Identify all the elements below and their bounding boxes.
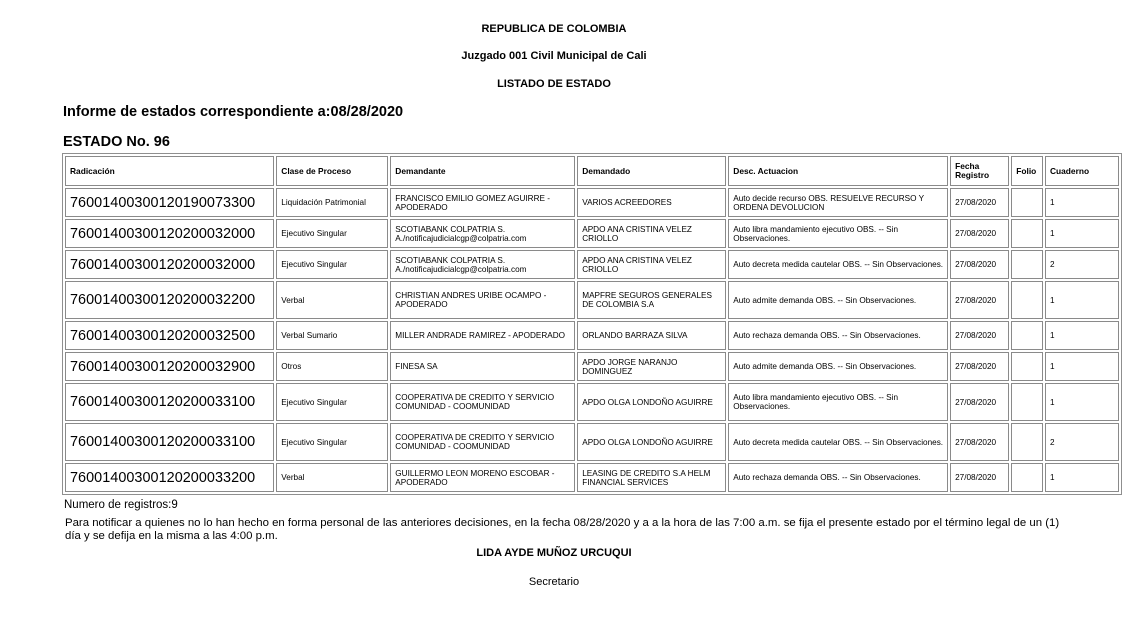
report-date-title: Informe de estados correspondiente a:08/28/2020 — [63, 104, 404, 120]
cell-fecha: 27/08/2020 — [950, 463, 1009, 492]
table-row — [65, 250, 1119, 279]
cell-demandante: COOPERATIVA DE CREDITO Y SERVICIO COMUNIDAD - COOMUNIDAD — [390, 383, 575, 421]
cell-clase: Verbal — [276, 281, 388, 319]
cell-demandante: FINESA SA — [390, 352, 575, 381]
cell-actuacion: Auto rechaza demanda OBS. -- Sin Observaciones. — [728, 463, 948, 492]
cell-radicacion: 76001400300120200032000 — [65, 250, 274, 279]
cell-demandante: COOPERATIVA DE CREDITO Y SERVICIO COMUNIDAD - COOMUNIDAD — [390, 423, 575, 461]
cell-demandado: APDO OLGA LONDOÑO AGUIRRE — [577, 423, 726, 461]
cell-folio — [1011, 423, 1043, 461]
estado-number-title: ESTADO No. 96 — [63, 134, 170, 150]
col-header-cuaderno: Cuaderno — [1045, 156, 1119, 186]
cell-folio — [1011, 188, 1043, 217]
table-row — [65, 352, 1119, 381]
cell-folio — [1011, 352, 1043, 381]
cell-clase: Otros — [276, 352, 388, 381]
cell-fecha: 27/08/2020 — [950, 250, 1009, 279]
col-header-folio: Folio — [1011, 156, 1043, 186]
cell-cuaderno: 1 — [1045, 383, 1119, 421]
cell-cuaderno: 1 — [1045, 352, 1119, 381]
cell-folio — [1011, 321, 1043, 350]
listing-heading: LISTADO DE ESTADO — [497, 78, 611, 90]
cell-demandante: SCOTIABANK COLPATRIA S. A./notificajudicialcgp@colpatria.com — [390, 250, 575, 279]
cell-fecha: 27/08/2020 — [950, 188, 1009, 217]
cell-actuacion: Auto admite demanda OBS. -- Sin Observaciones. — [728, 281, 948, 319]
col-header-actuacion: Desc. Actuacion — [728, 156, 948, 186]
cell-folio — [1011, 281, 1043, 319]
cell-actuacion: Auto decide recurso OBS. RESUELVE RECURSO Y ORDENA DEVOLUCION — [728, 188, 948, 217]
cell-demandado: APDO ANA CRISTINA VELEZ CRIOLLO — [577, 250, 726, 279]
cell-fecha: 27/08/2020 — [950, 321, 1009, 350]
col-header-demandante: Demandante — [390, 156, 575, 186]
cell-cuaderno: 1 — [1045, 219, 1119, 248]
cell-demandante: SCOTIABANK COLPATRIA S. A./notificajudicialcgp@colpatria.com — [390, 219, 575, 248]
col-header-radicacion: Radicación — [65, 156, 274, 186]
cell-clase: Verbal Sumario — [276, 321, 388, 350]
cell-cuaderno: 1 — [1045, 463, 1119, 492]
country-heading: REPUBLICA DE COLOMBIA — [481, 23, 627, 35]
cell-demandado: LEASING DE CREDITO S.A HELM FINANCIAL SERVICES — [577, 463, 726, 492]
cell-demandado: APDO JORGE NARANJO DOMINGUEZ — [577, 352, 726, 381]
notification-text: Para notificar a quienes no lo han hecho en forma personal de las anteriores decisiones, en la fecha 08/28/2020 y a a la hora de las 7:00 a.m. se fija el presente estado por el término legal de un (1) día y se defija en la misma a las 4:00 p.m. — [65, 517, 1060, 542]
cell-cuaderno: 2 — [1045, 423, 1119, 461]
cell-cuaderno: 1 — [1045, 188, 1119, 217]
table-row — [65, 281, 1119, 319]
cell-actuacion: Auto libra mandamiento ejecutivo OBS. -- Sin Observaciones. — [728, 383, 948, 421]
cell-demandante: GUILLERMO LEON MORENO ESCOBAR - APODERADO — [390, 463, 575, 492]
cell-radicacion: 76001400300120200032200 — [65, 281, 274, 319]
cell-actuacion: Auto rechaza demanda OBS. -- Sin Observaciones. — [728, 321, 948, 350]
col-header-demandado: Demandado — [577, 156, 726, 186]
cell-fecha: 27/08/2020 — [950, 281, 1009, 319]
cell-demandado: MAPFRE SEGUROS GENERALES DE COLOMBIA S.A — [577, 281, 726, 319]
cell-fecha: 27/08/2020 — [950, 352, 1009, 381]
cell-radicacion: 76001400300120200033100 — [65, 423, 274, 461]
cell-folio — [1011, 250, 1043, 279]
cell-folio — [1011, 463, 1043, 492]
cell-fecha: 27/08/2020 — [950, 219, 1009, 248]
cell-clase: Ejecutivo Singular — [276, 423, 388, 461]
cell-cuaderno: 2 — [1045, 250, 1119, 279]
cell-radicacion: 76001400300120200032000 — [65, 219, 274, 248]
cell-clase: Verbal — [276, 463, 388, 492]
table-header-row — [65, 156, 1119, 186]
table-row — [65, 383, 1119, 421]
cell-clase: Ejecutivo Singular — [276, 219, 388, 248]
table-row — [65, 321, 1119, 350]
cell-radicacion: 76001400300120190073300 — [65, 188, 274, 217]
cell-demandado: VARIOS ACREEDORES — [577, 188, 726, 217]
cell-fecha: 27/08/2020 — [950, 383, 1009, 421]
cell-fecha: 27/08/2020 — [950, 423, 1009, 461]
cell-clase: Ejecutivo Singular — [276, 250, 388, 279]
cell-clase: Ejecutivo Singular — [276, 383, 388, 421]
table-row — [65, 463, 1119, 492]
cell-radicacion: 76001400300120200033100 — [65, 383, 274, 421]
cell-radicacion: 76001400300120200032900 — [65, 352, 274, 381]
cell-demandado: ORLANDO BARRAZA SILVA — [577, 321, 726, 350]
estados-table — [62, 153, 1122, 495]
cell-folio — [1011, 219, 1043, 248]
cell-demandante: CHRISTIAN ANDRES URIBE OCAMPO - APODERADO — [390, 281, 575, 319]
record-count: Numero de registros:9 — [64, 499, 178, 511]
cell-demandante: MILLER ANDRADE RAMIREZ - APODERADO — [390, 321, 575, 350]
cell-actuacion: Auto admite demanda OBS. -- Sin Observaciones. — [728, 352, 948, 381]
cell-clase: Liquidación Patrimonial — [276, 188, 388, 217]
estados-table-container — [62, 153, 1090, 495]
col-header-clase: Clase de Proceso — [276, 156, 388, 186]
signer-role: Secretario — [528, 576, 580, 588]
cell-actuacion: Auto decreta medida cautelar OBS. -- Sin Observaciones. — [728, 423, 948, 461]
cell-actuacion: Auto libra mandamiento ejecutivo OBS. -- Sin Observaciones. — [728, 219, 948, 248]
court-heading: Juzgado 001 Civil Municipal de Cali — [461, 50, 647, 62]
cell-folio — [1011, 383, 1043, 421]
cell-cuaderno: 1 — [1045, 281, 1119, 319]
cell-demandado: APDO ANA CRISTINA VELEZ CRIOLLO — [577, 219, 726, 248]
cell-cuaderno: 1 — [1045, 321, 1119, 350]
table-row — [65, 219, 1119, 248]
table-row — [65, 188, 1119, 217]
cell-radicacion: 76001400300120200033200 — [65, 463, 274, 492]
signer-name: LIDA AYDE MUÑOZ URCUQUI — [476, 547, 632, 559]
cell-actuacion: Auto decreta medida cautelar OBS. -- Sin Observaciones. — [728, 250, 948, 279]
cell-demandado: APDO OLGA LONDOÑO AGUIRRE — [577, 383, 726, 421]
cell-radicacion: 76001400300120200032500 — [65, 321, 274, 350]
col-header-fecha: Fecha Registro — [950, 156, 1009, 186]
table-row — [65, 423, 1119, 461]
cell-demandante: FRANCISCO EMILIO GOMEZ AGUIRRE - APODERADO — [390, 188, 575, 217]
